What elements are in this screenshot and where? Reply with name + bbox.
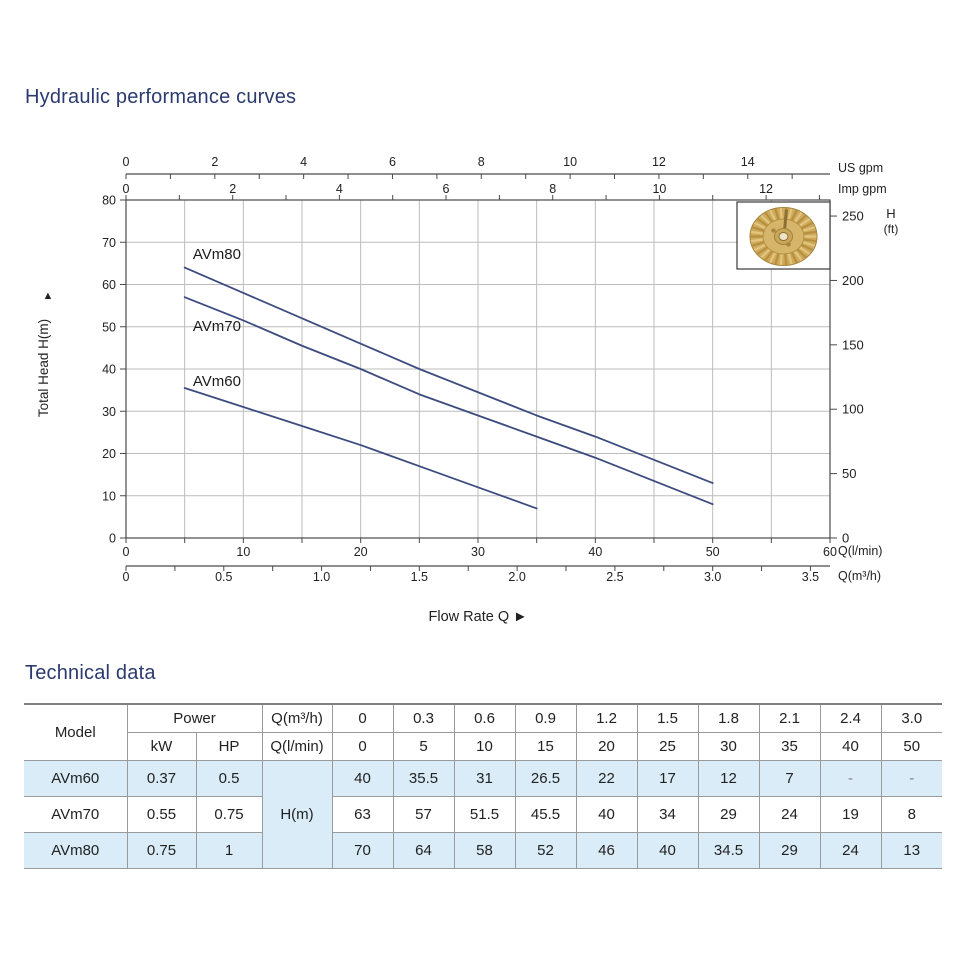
svg-text:8: 8 xyxy=(477,155,485,169)
svg-text:1.0: 1.0 xyxy=(312,570,331,584)
head-value: 29 xyxy=(759,833,820,869)
left-axis xyxy=(36,194,126,546)
header-kw: kW xyxy=(127,733,196,761)
svg-text:100: 100 xyxy=(842,401,864,417)
curve-label-AVm60: AVm60 xyxy=(192,372,241,390)
svg-text:50: 50 xyxy=(842,466,857,482)
page-title: Hydraulic performance curves xyxy=(25,86,297,108)
svg-text:14: 14 xyxy=(740,155,755,169)
q-m3h-value: 3.0 xyxy=(881,704,942,733)
svg-text:▲: ▲ xyxy=(42,290,54,302)
q-m3h-value: 2.4 xyxy=(820,704,881,733)
model-name: AVm80 xyxy=(24,833,127,869)
header-hp: HP xyxy=(196,733,262,761)
head-value: 57 xyxy=(393,797,454,833)
svg-text:60: 60 xyxy=(823,545,837,559)
svg-text:US gpm: US gpm xyxy=(838,161,884,175)
q-m3h-value: 2.1 xyxy=(759,704,820,733)
power-hp: 1 xyxy=(196,833,262,869)
head-value: 34.5 xyxy=(698,833,759,869)
head-value: 45.5 xyxy=(515,797,576,833)
head-value: 31 xyxy=(454,761,515,797)
svg-text:0: 0 xyxy=(122,182,130,196)
svg-text:0: 0 xyxy=(122,545,130,559)
head-value: 46 xyxy=(576,833,637,869)
q-m3h-value: 1.5 xyxy=(637,704,698,733)
svg-text:2.5: 2.5 xyxy=(606,570,624,584)
head-value: 29 xyxy=(698,797,759,833)
head-value: 58 xyxy=(454,833,515,869)
head-value: 40 xyxy=(576,797,637,833)
svg-text:200: 200 xyxy=(842,272,864,288)
head-value: 51.5 xyxy=(454,797,515,833)
head-value: - xyxy=(881,761,942,797)
svg-text:80: 80 xyxy=(102,193,116,208)
head-value: 40 xyxy=(637,833,698,869)
svg-text:10: 10 xyxy=(102,489,116,504)
q-lmin-value: 25 xyxy=(637,733,698,761)
model-name: AVm70 xyxy=(24,797,127,833)
header-q-lmin: Q(l/min) xyxy=(262,733,332,761)
head-value: 26.5 xyxy=(515,761,576,797)
svg-text:0: 0 xyxy=(122,155,130,169)
head-value: 24 xyxy=(820,833,881,869)
svg-text:150: 150 xyxy=(842,337,864,353)
head-value: 22 xyxy=(576,761,637,797)
svg-text:0: 0 xyxy=(109,531,116,546)
q-lmin-value: 30 xyxy=(698,733,759,761)
head-value: 40 xyxy=(332,761,393,797)
table-row-AVm80 xyxy=(24,833,942,869)
svg-text:3.0: 3.0 xyxy=(703,570,722,584)
q-m3h-value: 0.6 xyxy=(454,704,515,733)
head-value: 64 xyxy=(393,833,454,869)
q-m3h-value: 0.3 xyxy=(393,704,454,733)
imp-gpm-axis xyxy=(123,182,887,200)
svg-text:H: H xyxy=(886,206,896,221)
head-value: 17 xyxy=(637,761,698,797)
power-hp: 0.5 xyxy=(196,761,262,797)
power-kw: 0.55 xyxy=(127,797,196,833)
head-value: 13 xyxy=(881,833,942,869)
curves xyxy=(185,246,713,508)
table-row-AVm70 xyxy=(24,797,942,833)
svg-text:8: 8 xyxy=(549,182,557,196)
svg-text:Flow Rate Q ►: Flow Rate Q ► xyxy=(428,609,528,625)
power-hp: 0.75 xyxy=(196,797,262,833)
svg-text:250: 250 xyxy=(842,208,864,224)
svg-text:70: 70 xyxy=(102,235,116,250)
h-m-label: H(m) xyxy=(262,761,332,869)
svg-text:(ft): (ft) xyxy=(883,222,899,236)
curve-label-AVm70: AVm70 xyxy=(192,317,241,335)
head-value: 35.5 xyxy=(393,761,454,797)
header-model: Model xyxy=(24,704,127,761)
head-value: 34 xyxy=(637,797,698,833)
q-lmin-value: 5 xyxy=(393,733,454,761)
svg-text:4: 4 xyxy=(335,182,343,196)
technical-data-table xyxy=(24,703,942,869)
svg-text:0.5: 0.5 xyxy=(215,570,233,584)
svg-text:Imp gpm: Imp gpm xyxy=(838,182,887,196)
svg-text:2: 2 xyxy=(229,182,237,196)
q-lmin-value: 0 xyxy=(332,733,393,761)
svg-text:2.0: 2.0 xyxy=(508,570,526,584)
svg-text:10: 10 xyxy=(563,155,578,169)
svg-text:6: 6 xyxy=(442,182,450,196)
model-name: AVm60 xyxy=(24,761,127,797)
svg-text:50: 50 xyxy=(102,320,116,335)
q-m3h-value: 1.8 xyxy=(698,704,759,733)
q-lmin-value: 15 xyxy=(515,733,576,761)
q-m3h-value: 1.2 xyxy=(576,704,637,733)
head-value: 8 xyxy=(881,797,942,833)
table-row-AVm60 xyxy=(24,761,942,797)
technical-data-title: Technical data xyxy=(25,662,156,684)
svg-text:Q(m³/h): Q(m³/h) xyxy=(838,569,882,583)
svg-text:0: 0 xyxy=(842,530,850,546)
svg-text:40: 40 xyxy=(102,362,116,377)
head-value: - xyxy=(820,761,881,797)
head-value: 7 xyxy=(759,761,820,797)
q-m3h-value: 0.9 xyxy=(515,704,576,733)
svg-text:12: 12 xyxy=(651,155,666,169)
head-value: 70 xyxy=(332,833,393,869)
curve-AVm70 xyxy=(185,297,713,504)
head-value: 52 xyxy=(515,833,576,869)
header-q-m3h: Q(m³/h) xyxy=(262,704,332,733)
lmin-axis xyxy=(123,538,883,559)
svg-text:20: 20 xyxy=(102,447,116,461)
head-value: 12 xyxy=(698,761,759,797)
flow-rate-label xyxy=(429,609,528,625)
svg-text:30: 30 xyxy=(471,545,485,559)
svg-text:20: 20 xyxy=(353,545,368,559)
q-m3h-value: 0 xyxy=(332,704,393,733)
svg-text:10: 10 xyxy=(652,182,667,196)
svg-text:40: 40 xyxy=(588,545,603,559)
svg-text:3.5: 3.5 xyxy=(801,570,820,584)
m3h-axis xyxy=(123,566,882,584)
q-lmin-value: 35 xyxy=(759,733,820,761)
q-lmin-value: 50 xyxy=(881,733,942,761)
q-lmin-value: 10 xyxy=(454,733,515,761)
svg-text:60: 60 xyxy=(102,278,116,292)
svg-text:30: 30 xyxy=(102,404,116,419)
svg-text:2: 2 xyxy=(211,155,219,169)
head-value: 63 xyxy=(332,797,393,833)
head-value: 24 xyxy=(759,797,820,833)
q-lmin-value: 40 xyxy=(820,733,881,761)
svg-text:Q(l/min): Q(l/min) xyxy=(838,544,883,558)
power-kw: 0.75 xyxy=(127,833,196,869)
impeller-image xyxy=(737,202,830,269)
svg-text:1.5: 1.5 xyxy=(410,570,429,584)
svg-text:12: 12 xyxy=(759,182,774,196)
svg-text:0: 0 xyxy=(122,570,130,584)
svg-text:10: 10 xyxy=(236,545,251,559)
us-gpm-axis xyxy=(123,155,884,179)
svg-text:50: 50 xyxy=(705,545,720,559)
svg-text:6: 6 xyxy=(388,155,396,169)
svg-text:4: 4 xyxy=(300,155,308,169)
head-value: 19 xyxy=(820,797,881,833)
right-axis xyxy=(830,206,898,546)
curve-label-AVm80: AVm80 xyxy=(192,246,241,264)
left-axis-title: Total Head H(m) xyxy=(36,318,51,418)
header-power: Power xyxy=(127,704,262,733)
q-lmin-value: 20 xyxy=(576,733,637,761)
power-kw: 0.37 xyxy=(127,761,196,797)
curve-AVm80 xyxy=(185,268,713,483)
